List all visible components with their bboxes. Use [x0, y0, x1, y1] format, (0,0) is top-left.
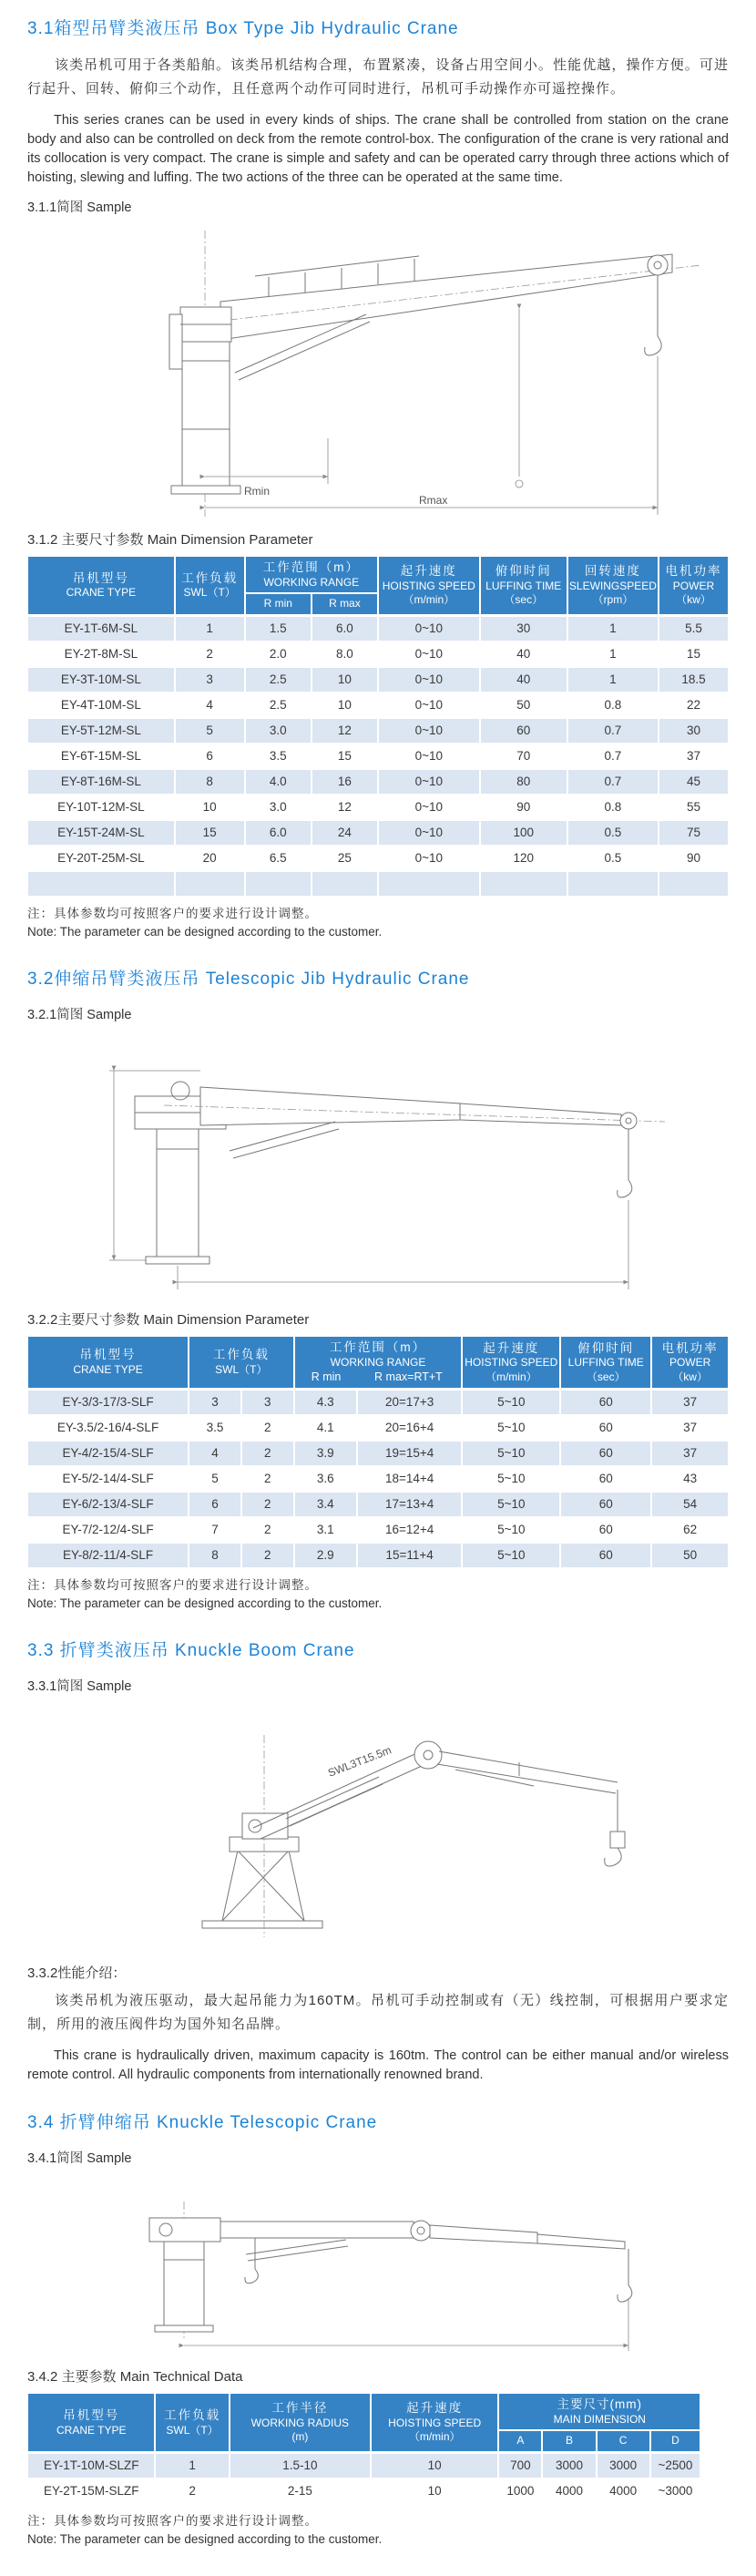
rmax-label: Rmax [419, 494, 448, 508]
table-cell: 0.8 [567, 794, 659, 819]
col-header-luffing-time: 俯仰时间 LUFFING TIME （sec） [560, 1336, 651, 1388]
table-cell: 5 [189, 1465, 241, 1491]
table-cell: 60 [480, 717, 567, 743]
table-row [27, 1389, 729, 1414]
table-cell: 20=17+3 [357, 1389, 463, 1414]
table-cell: 0~10 [378, 819, 480, 845]
table-cell: EY-15T-24M-SL [27, 819, 175, 845]
col-header-hoisting-speed: 起升速度 HOISTING SPEED （m/min） [371, 2393, 498, 2452]
col-header-working-range: 工作范围（m） WORKING RANGE [245, 556, 378, 593]
table-cell: 10 [312, 692, 378, 717]
table-cell: 2.9 [294, 1542, 357, 1567]
table-cell: EY-5T-12M-SL [27, 717, 175, 743]
table-cell: 0~10 [378, 794, 480, 819]
table-cell: 4000 [597, 2478, 650, 2503]
section-3-2-title: 3.2伸缩吊臂类液压吊 Telescopic Jib Hydraulic Crane [27, 970, 470, 990]
table-row [27, 870, 729, 896]
col-header-power: 电机功率 POWER （kw） [651, 1336, 729, 1388]
col-header-swl: 工作负载 SWL（T） [175, 556, 245, 615]
table-cell: 19=15+4 [357, 1440, 463, 1465]
table-cell: 12 [312, 717, 378, 743]
table-cell: 25 [312, 845, 378, 870]
table-cell: 75 [659, 819, 729, 845]
table-cell: 100 [480, 819, 567, 845]
col-header-hoisting-speed: 起升速度 HOISTING SPEED （m/min） [462, 1336, 560, 1388]
table-cell: 60 [560, 1465, 651, 1491]
section-3-4-notes [27, 2512, 729, 2550]
table-cell: 0~10 [378, 615, 480, 641]
table-cell: 1 [567, 615, 659, 641]
table-row [27, 2452, 700, 2478]
table-cell: ~2500 [650, 2452, 701, 2478]
table-cell: EY-3.5/2-16/4-SLF [27, 1414, 189, 1440]
table-cell: 37 [651, 1440, 729, 1465]
table-cell: 60 [560, 1440, 651, 1465]
table-cell [175, 870, 245, 896]
section-3-4-param-heading: 3.4.2 主要参数 Main Technical Data [27, 2369, 243, 2386]
table-cell: 0~10 [378, 717, 480, 743]
col-header-working-range: 工作范围（m） WORKING RANGE R min R max=RT+T [294, 1336, 463, 1388]
table-cell: 60 [560, 1516, 651, 1542]
note-zh: 注：具体参数均可按照客户的要求进行设计调整。 [27, 906, 318, 920]
table-row [27, 1516, 729, 1542]
section-3-2-sample-heading: 3.2.1简图 Sample [27, 1008, 132, 1023]
table-cell: 700 [498, 2452, 542, 2478]
section-3-3-perf-heading: 3.3.2性能介绍： [27, 1965, 127, 1982]
knuckle-telescopic-crane-diagram [27, 2171, 729, 2357]
col-header-crane-type: 吊机型号 CRANE TYPE [27, 556, 175, 615]
table-cell: 5~10 [462, 1389, 560, 1414]
table-cell: 3 [241, 1389, 294, 1414]
table-row [27, 768, 729, 794]
col-header-crane-type: 吊机型号 CRANE TYPE [27, 2393, 155, 2452]
table-cell: EY-3/3-17/3-SLF [27, 1389, 189, 1414]
table-cell [659, 870, 729, 896]
table-cell: 60 [560, 1389, 651, 1414]
col-header-dim-b: B [542, 2430, 596, 2452]
section-3-1-title: 3.1箱型吊臂类液压吊 Box Type Jib Hydraulic Crane [27, 19, 459, 38]
note-en: Note: The parameter can be designed according to the customer. [27, 2532, 383, 2547]
table-cell: 37 [651, 1389, 729, 1414]
table-cell: EY-3T-10M-SL [27, 666, 175, 692]
section-3-2-notes [27, 1576, 729, 1614]
table-cell: 6 [175, 743, 245, 768]
table-cell: 80 [480, 768, 567, 794]
table-cell: 5~10 [462, 1440, 560, 1465]
table-cell: 0.7 [567, 717, 659, 743]
table-cell: 6.5 [245, 845, 312, 870]
table-cell: 3.5 [245, 743, 312, 768]
table-cell: EY-1T-10M-SLZF [27, 2452, 155, 2478]
col-header-power: 电机功率 POWER （kw） [659, 556, 729, 615]
col-header-rmax: R max [312, 593, 378, 615]
table-cell: 5~10 [462, 1465, 560, 1491]
table-cell: EY-2T-8M-SL [27, 641, 175, 666]
col-header-slewing-speed: 回转速度 SLEWINGSPEED （rpm） [567, 556, 659, 615]
table-row [27, 1491, 729, 1516]
table-cell: EY-4/2-15/4-SLF [27, 1440, 189, 1465]
note-zh: 注：具体参数均可按照客户的要求进行设计调整。 [27, 2513, 318, 2528]
table-cell: EY-8T-16M-SL [27, 768, 175, 794]
col-header-dim-d: D [650, 2430, 701, 2452]
table-cell: 2 [155, 2478, 229, 2503]
section-3-2-param-heading: 3.2.2主要尺寸参数 Main Dimension Parameter [27, 1312, 310, 1329]
table-cell: 2.0 [245, 641, 312, 666]
table-cell: 2 [241, 1440, 294, 1465]
table-cell: 15 [312, 743, 378, 768]
col-header-rmin: R min [245, 593, 312, 615]
table-cell: 18.5 [659, 666, 729, 692]
table-cell: 4.0 [245, 768, 312, 794]
col-header-crane-type: 吊机型号 CRANE TYPE [27, 1336, 189, 1388]
table-cell: 1.5-10 [230, 2452, 371, 2478]
table-cell [245, 870, 312, 896]
table-cell: 20=16+4 [357, 1414, 463, 1440]
table-cell: 5.5 [659, 615, 729, 641]
table-cell: 3000 [542, 2452, 596, 2478]
section-3-1-intro-zh: 该类吊机可用于各类船舶。该类吊机结构合理，布置紧凑，设备占用空间小。性能优越，操作方便。可进行起升、回转、俯仰三个动作，且任意两个动作可同时进行，吊机可手动操作亦可遥控操作。 [27, 57, 729, 97]
table-cell: EY-4T-10M-SL [27, 692, 175, 717]
table-row [27, 692, 729, 717]
table-row [27, 794, 729, 819]
note-zh: 注：具体参数均可按照客户的要求进行设计调整。 [27, 1577, 318, 1592]
table-cell: 4 [175, 692, 245, 717]
col-header-luffing-time: 俯仰时间 LUFFING TIME （sec） [480, 556, 567, 615]
table-cell: 10 [371, 2452, 498, 2478]
table-row [27, 1465, 729, 1491]
table-cell: 90 [480, 794, 567, 819]
table-cell: 55 [659, 794, 729, 819]
table-cell: 8 [189, 1542, 241, 1567]
table-cell: 50 [651, 1542, 729, 1567]
telescopic-jib-crane-diagram [27, 1027, 729, 1300]
table-cell: EY-10T-12M-SL [27, 794, 175, 819]
section-3-1-sample-heading: 3.1.1简图 Sample [27, 200, 132, 216]
table-cell: 43 [651, 1465, 729, 1491]
table-cell: 3 [175, 666, 245, 692]
table-cell: EY-2T-15M-SLZF [27, 2478, 155, 2503]
table-cell: 4.1 [294, 1414, 357, 1440]
table-cell: 24 [312, 819, 378, 845]
table-cell: 3000 [597, 2452, 650, 2478]
table-cell: 0~10 [378, 666, 480, 692]
table-cell: 1 [567, 641, 659, 666]
table-row [27, 2478, 700, 2503]
table-cell: 1000 [498, 2478, 542, 2503]
section-3-1-intro-en: This series cranes can be used in every kinds of ships. The crane shall be controlled from station on the crane body and also can be controlled on deck from the remote control-box. The configuration of the crane is very rational and its collocation is very compact. The crane is simple and safety and can be operated carry through three actions which of hoisting, slewing and luffing. The two actions of the three can be operated at the same time. [27, 113, 729, 186]
knuckle-telescopic-parameter-table [27, 2393, 700, 2503]
note-en: Note: The parameter can be designed according to the customer. [27, 1596, 383, 1610]
table-cell: 60 [560, 1542, 651, 1567]
table-cell: 0~10 [378, 768, 480, 794]
section-3-4-title: 3.4 折臂伸缩吊 Knuckle Telescopic Crane [27, 2113, 378, 2133]
table-cell: 5 [175, 717, 245, 743]
col-header-hoisting-speed: 起升速度 HOISTING SPEED （m/min） [378, 556, 480, 615]
col-header-dim-a: A [498, 2430, 542, 2452]
table-cell: 30 [659, 717, 729, 743]
table-cell: 90 [659, 845, 729, 870]
table-cell: 62 [651, 1516, 729, 1542]
table-cell: 2-15 [230, 2478, 371, 2503]
table-cell [567, 870, 659, 896]
table-row [27, 1440, 729, 1465]
table-cell: 10 [175, 794, 245, 819]
table-row [27, 666, 729, 692]
table-row [27, 641, 729, 666]
table-cell: 50 [480, 692, 567, 717]
table-cell: 7 [189, 1516, 241, 1542]
table-cell: 2.5 [245, 666, 312, 692]
swl-capacity-label: SWL3T15.5m [326, 1743, 393, 1780]
table-cell: 15 [659, 641, 729, 666]
table-cell: 0~10 [378, 743, 480, 768]
table-cell: 4000 [542, 2478, 596, 2503]
table-cell: EY-20T-25M-SL [27, 845, 175, 870]
table-cell: 60 [560, 1491, 651, 1516]
section-3-3-title: 3.3 折臂类液压吊 Knuckle Boom Crane [27, 1641, 355, 1661]
table-cell: 8.0 [312, 641, 378, 666]
table-cell: 0.7 [567, 743, 659, 768]
table-cell: 0~10 [378, 641, 480, 666]
table-cell: 37 [651, 1414, 729, 1440]
table-row [27, 1414, 729, 1440]
table-cell: 20 [175, 845, 245, 870]
table-cell: 5~10 [462, 1542, 560, 1567]
table-cell [480, 870, 567, 896]
table-row [27, 615, 729, 641]
section-3-4-sample-heading: 3.4.1简图 Sample [27, 2151, 132, 2167]
table-cell: 22 [659, 692, 729, 717]
table-cell: 0.5 [567, 845, 659, 870]
table-cell: 15 [175, 819, 245, 845]
table-cell: 70 [480, 743, 567, 768]
table-row [27, 819, 729, 845]
table-cell: 2 [241, 1491, 294, 1516]
section-3-1-notes [27, 905, 729, 942]
table-cell: 1 [155, 2452, 229, 2478]
table-cell: 1.5 [245, 615, 312, 641]
table-cell [312, 870, 378, 896]
table-cell: 40 [480, 641, 567, 666]
col-header-main-dimension: 主要尺寸(mm) MAIN DIMENSION [498, 2393, 700, 2430]
col-header-dim-c: C [597, 2430, 650, 2452]
table-cell: 3.0 [245, 794, 312, 819]
table-cell: 6 [189, 1491, 241, 1516]
table-cell: 2 [241, 1542, 294, 1567]
section-3-1-param-heading: 3.1.2 主要尺寸参数 Main Dimension Parameter [27, 532, 313, 549]
table-cell: 120 [480, 845, 567, 870]
table-cell: 18=14+4 [357, 1465, 463, 1491]
col-header-swl: 工作负载 SWL（T） [155, 2393, 229, 2452]
table-cell: 5~10 [462, 1516, 560, 1542]
table-cell: 2.5 [245, 692, 312, 717]
col-header-swl: 工作负载 SWL（T） [189, 1336, 294, 1388]
table-cell: 17=13+4 [357, 1491, 463, 1516]
table-cell: 1 [175, 615, 245, 641]
note-en: Note: The parameter can be designed according to the customer. [27, 925, 383, 939]
table-cell: 3.6 [294, 1465, 357, 1491]
table-cell: 3.5 [189, 1414, 241, 1440]
table-row [27, 717, 729, 743]
table-cell: 0.8 [567, 692, 659, 717]
table-cell: 3.1 [294, 1516, 357, 1542]
table-row [27, 1542, 729, 1567]
box-jib-parameter-table [27, 556, 729, 896]
section-3-3-perf-en: This crane is hydraulically driven, maximum capacity is 160tm. The control can be either manual and/or wireless remote control. All hydraulic components from internationally renowned brand. [27, 2048, 729, 2083]
col-header-working-radius: 工作半径 WORKING RADIUS (m) [230, 2393, 371, 2452]
table-cell: 6.0 [312, 615, 378, 641]
table-cell: ~3000 [650, 2478, 701, 2503]
table-cell: 3.9 [294, 1440, 357, 1465]
table-cell: 16 [312, 768, 378, 794]
table-cell: EY-8/2-11/4-SLF [27, 1542, 189, 1567]
table-cell: 2 [175, 641, 245, 666]
table-cell: 12 [312, 794, 378, 819]
table-cell: 5~10 [462, 1414, 560, 1440]
table-cell: 10 [312, 666, 378, 692]
table-cell: EY-1T-6M-SL [27, 615, 175, 641]
table-cell: 0~10 [378, 692, 480, 717]
table-cell: 4.3 [294, 1389, 357, 1414]
table-cell: 0.5 [567, 819, 659, 845]
box-jib-crane-diagram [27, 220, 729, 520]
telescopic-jib-parameter-table [27, 1336, 729, 1566]
table-cell: 45 [659, 768, 729, 794]
table-row [27, 743, 729, 768]
table-cell: 0.7 [567, 768, 659, 794]
table-cell: 3.4 [294, 1491, 357, 1516]
table-cell: 5~10 [462, 1491, 560, 1516]
section-3-3-perf-zh: 该类吊机为液压驱动，最大起吊能力为160TM。吊机可手动控制或有（无）线控制，可根据用户要求定制，所用的液压阀件均为国外知名品牌。 [27, 1993, 729, 2032]
table-cell: 30 [480, 615, 567, 641]
table-cell: 2 [241, 1414, 294, 1440]
knuckle-boom-crane-diagram [27, 1699, 729, 1954]
table-cell: 8 [175, 768, 245, 794]
table-cell: 2 [241, 1465, 294, 1491]
table-cell: 37 [659, 743, 729, 768]
rmin-label: Rmin [244, 485, 271, 498]
table-cell: 16=12+4 [357, 1516, 463, 1542]
table-cell: 3 [189, 1389, 241, 1414]
table-cell: 10 [371, 2478, 498, 2503]
table-cell: 40 [480, 666, 567, 692]
table-cell: 3.0 [245, 717, 312, 743]
table-cell: 2 [241, 1516, 294, 1542]
section-3-3-sample-heading: 3.3.1简图 Sample [27, 1679, 132, 1695]
table-cell: 4 [189, 1440, 241, 1465]
table-cell: EY-6T-15M-SL [27, 743, 175, 768]
table-cell: 60 [560, 1414, 651, 1440]
table-row [27, 845, 729, 870]
table-cell [378, 870, 480, 896]
table-cell: 0~10 [378, 845, 480, 870]
table-cell [27, 870, 175, 896]
table-cell: EY-6/2-13/4-SLF [27, 1491, 189, 1516]
table-cell: 15=11+4 [357, 1542, 463, 1567]
table-cell: EY-5/2-14/4-SLF [27, 1465, 189, 1491]
table-cell: 1 [567, 666, 659, 692]
table-cell: EY-7/2-12/4-SLF [27, 1516, 189, 1542]
table-cell: 6.0 [245, 819, 312, 845]
table-cell: 54 [651, 1491, 729, 1516]
